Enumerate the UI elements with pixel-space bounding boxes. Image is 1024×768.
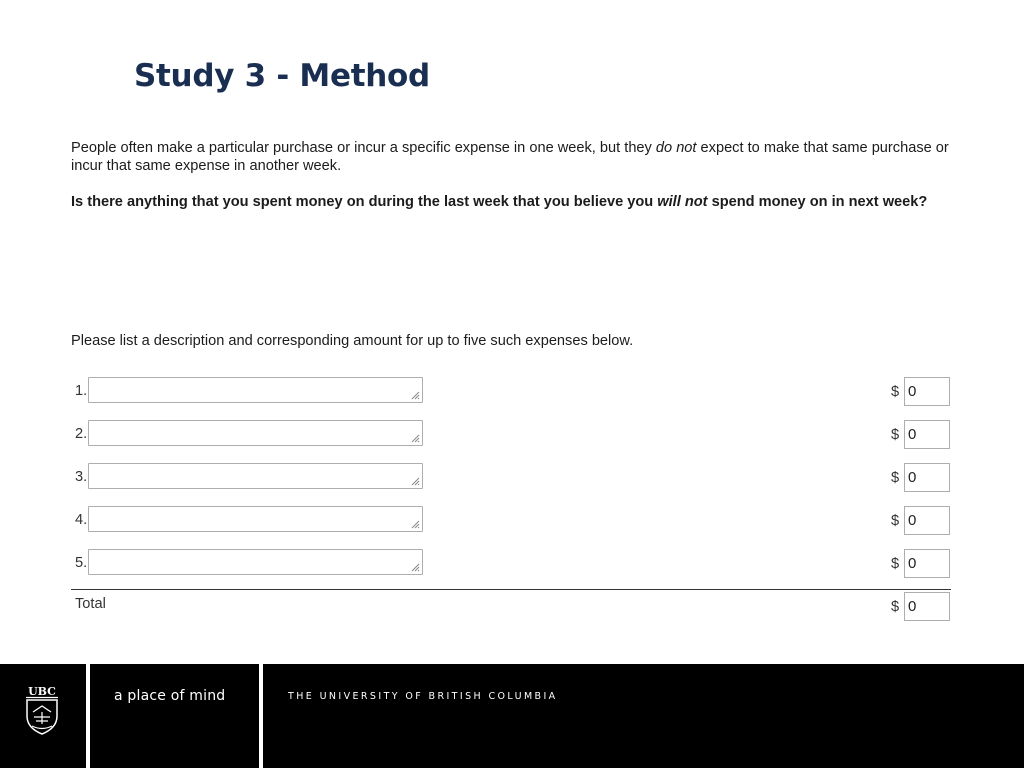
- total-row: [0, 598, 1024, 628]
- total-divider: [71, 589, 951, 590]
- expense-row-3: [0, 469, 1024, 499]
- expense-row-4: [0, 512, 1024, 542]
- row-number: 3.: [75, 469, 88, 485]
- expense-description-field-3[interactable]: [88, 463, 423, 489]
- footer-tagline: a place of mind: [114, 688, 226, 704]
- expense-amount-field-5[interactable]: 0: [904, 549, 950, 578]
- intro-text-end: expect to make that same purchase or incur that same expense in another week.: [71, 140, 949, 174]
- currency-symbol: $: [891, 513, 900, 529]
- intro-text-start: People often make a particular purchase or incur a specific expense in one week, but they: [71, 140, 656, 156]
- expense-row-2: [0, 426, 1024, 456]
- total-amount-field: 0: [904, 592, 950, 621]
- expense-description-field-1[interactable]: [88, 377, 423, 403]
- footer-bar: [0, 664, 1024, 768]
- currency-symbol: $: [891, 427, 900, 443]
- question-text-end: spend money on in next week?: [707, 194, 928, 210]
- survey-instruction: Please list a description and corresponding amount for up to five such expenses below.: [71, 333, 634, 349]
- intro-text-emphasis: do not: [655, 140, 697, 156]
- currency-symbol: $: [891, 470, 900, 486]
- expense-amount-field-3[interactable]: 0: [904, 463, 950, 492]
- expense-amount-field-2[interactable]: 0: [904, 420, 950, 449]
- expense-description-field-2[interactable]: [88, 420, 423, 446]
- resize-grip-icon[interactable]: [411, 520, 420, 529]
- slide-title: Study 3 - Method: [134, 58, 430, 94]
- currency-symbol: $: [891, 384, 900, 400]
- resize-grip-icon[interactable]: [411, 477, 420, 486]
- question-text-emphasis: will not: [657, 194, 708, 210]
- ubc-crest-icon: [24, 684, 60, 736]
- logo-text: UBC: [28, 685, 56, 698]
- expense-amount-field-4[interactable]: 0: [904, 506, 950, 535]
- resize-grip-icon[interactable]: [411, 563, 420, 572]
- expense-row-1: [0, 383, 1024, 413]
- row-number: 5.: [75, 555, 88, 571]
- resize-grip-icon[interactable]: [411, 391, 420, 400]
- total-label: Total: [75, 596, 106, 612]
- row-number: 2.: [75, 426, 88, 442]
- row-number: 4.: [75, 512, 88, 528]
- survey-intro-text: [71, 139, 951, 175]
- expense-description-field-5[interactable]: [88, 549, 423, 575]
- currency-symbol: $: [891, 556, 900, 572]
- question-text-start: Is there anything that you spent money on during the last week that you believe you: [71, 194, 658, 210]
- expense-description-field-4[interactable]: [88, 506, 423, 532]
- expense-amount-field-1[interactable]: 0: [904, 377, 950, 406]
- survey-question: [71, 193, 951, 211]
- footer-university-name: THE UNIVERSITY OF BRITISH COLUMBIA: [288, 691, 558, 702]
- footer-divider: [259, 664, 263, 768]
- currency-symbol: $: [891, 599, 900, 615]
- resize-grip-icon[interactable]: [411, 434, 420, 443]
- expense-row-5: [0, 555, 1024, 585]
- footer-divider: [86, 664, 90, 768]
- row-number: 1.: [75, 383, 88, 399]
